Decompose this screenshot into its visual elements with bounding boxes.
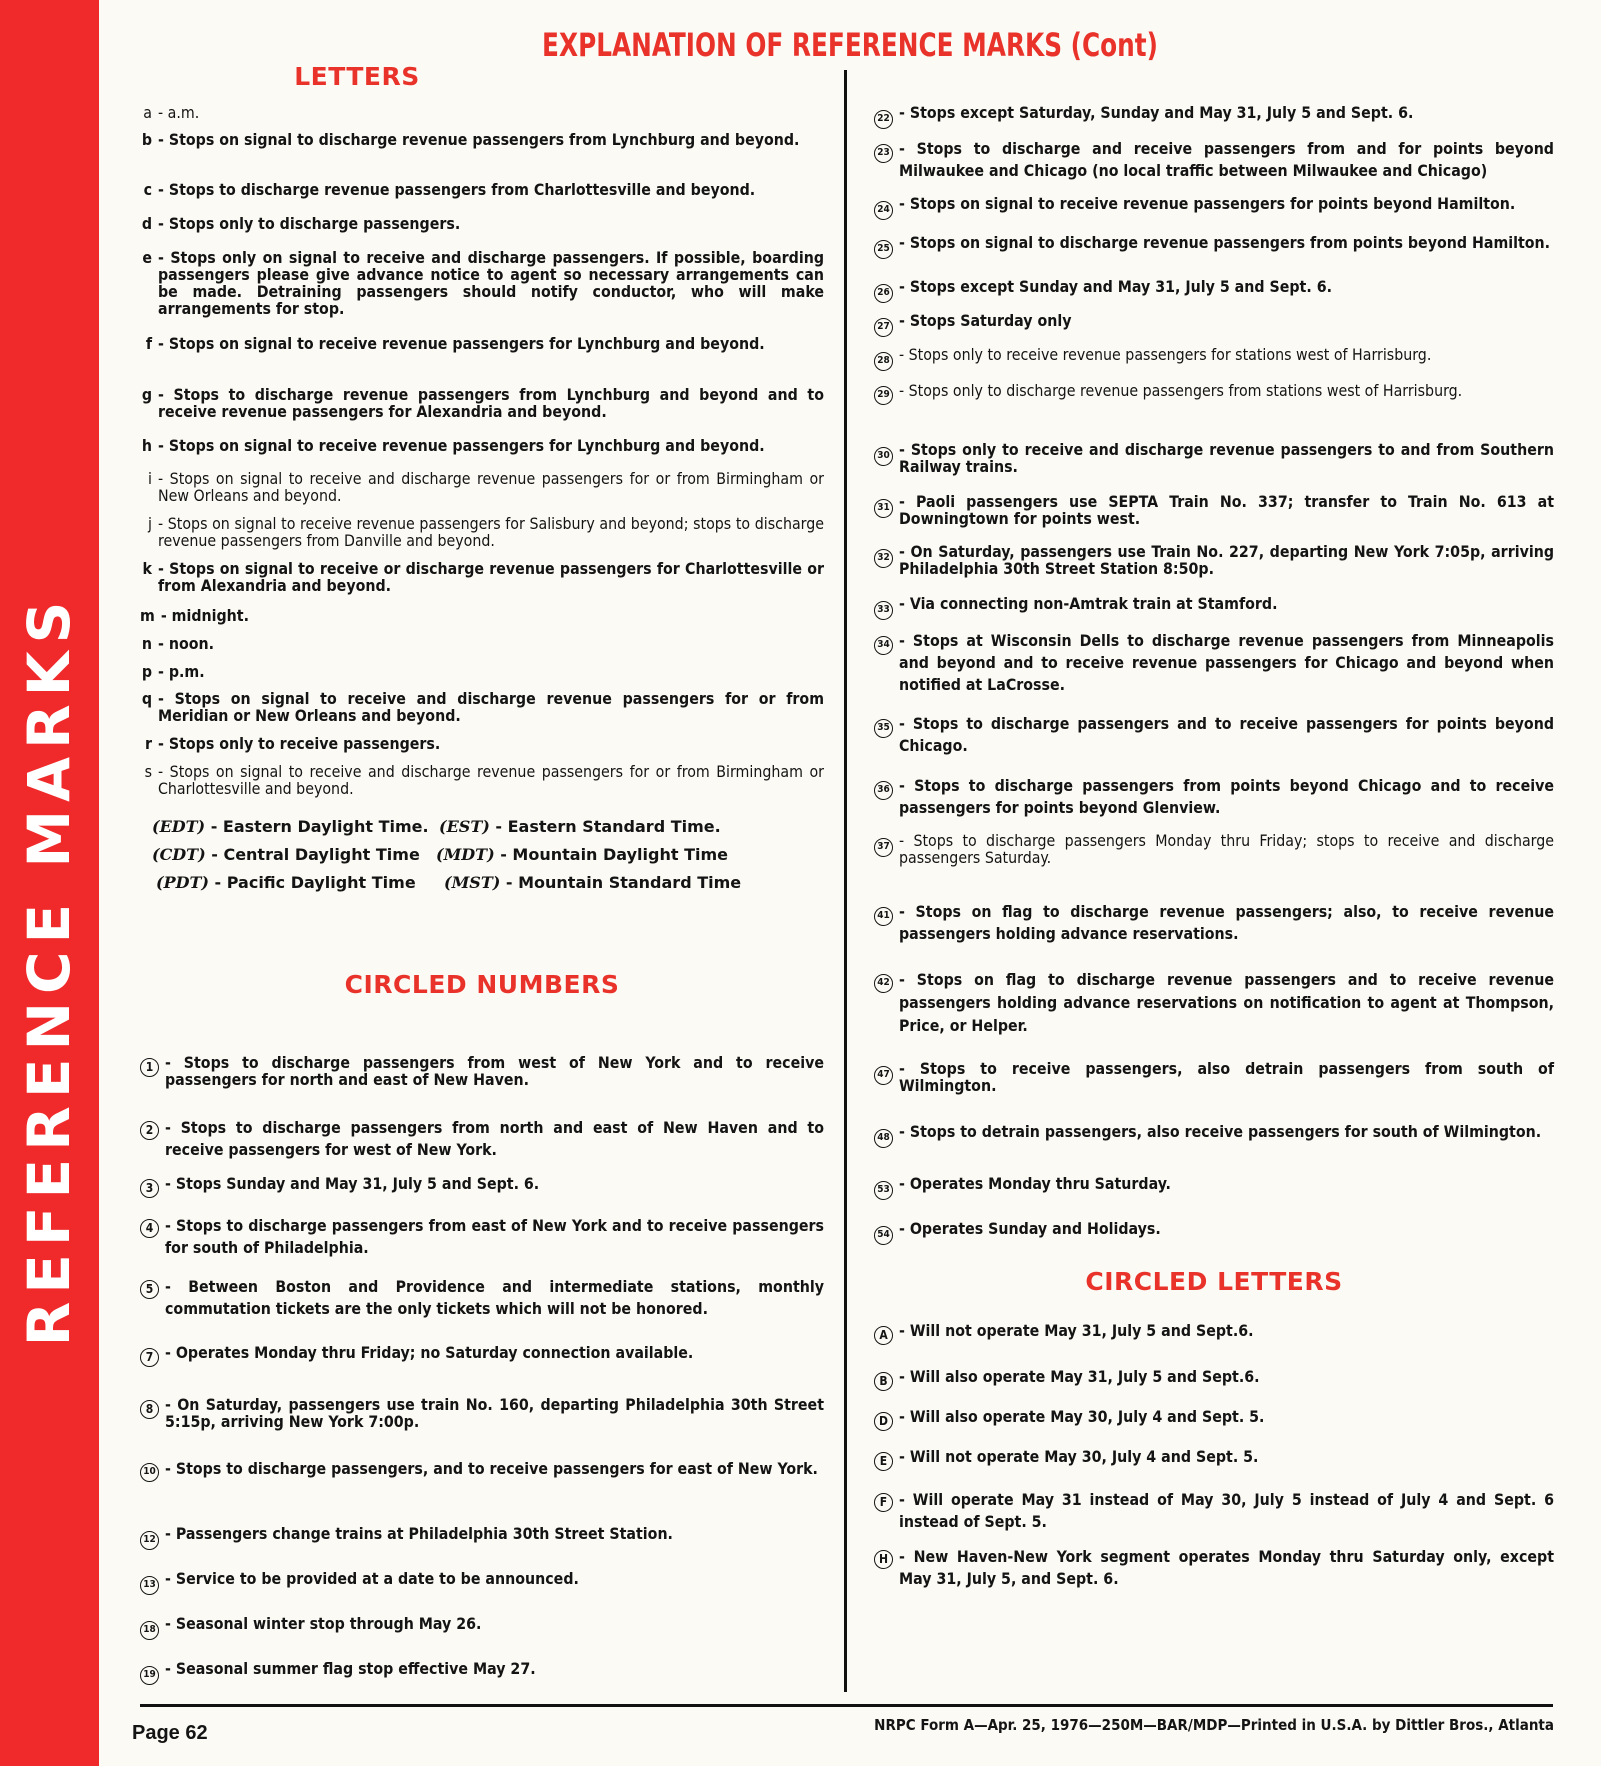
entry-mark [874, 543, 899, 568]
entry-mark [874, 1489, 899, 1512]
entry-text: - Between Boston and Providence and intermediate stations, monthly commutation tickets are the only tickets which will not be honored. [165, 1277, 824, 1318]
footer-rule [140, 1704, 1553, 1707]
circled-number-22: 22 [874, 110, 893, 129]
circled-letter-b: B [874, 1372, 893, 1391]
entry-text: - Stops except Saturday, Sunday and May 31, July 5 and Sept. 6. [899, 103, 1414, 122]
letter-entry-f [140, 335, 824, 352]
circled-number-entry-54 [874, 1220, 1554, 1245]
entry-text: - Seasonal winter stop through May 26. [165, 1614, 482, 1633]
column-divider [844, 70, 847, 1692]
circled-number-23: 23 [874, 144, 893, 163]
timezone-pdt: (PDT) - Pacific Daylight Time [156, 873, 416, 892]
entry-text: - noon. [158, 634, 215, 653]
circled-number-26: 26 [874, 284, 893, 303]
circled-number-entry-36 [874, 775, 1554, 819]
circled-number-entry-8 [140, 1396, 824, 1430]
entry-mark [140, 1276, 165, 1299]
entry-text: - Seasonal summer flag stop effective May 27. [165, 1659, 536, 1678]
entry-mark [874, 1220, 899, 1245]
entry-text: - Operates Sunday and Holidays. [899, 1219, 1161, 1238]
entry-mark: j [148, 514, 152, 533]
timezone-row [140, 845, 824, 867]
entry-mark [140, 1344, 165, 1367]
entry-text: - Stops to discharge passengers, and to receive passengers for east of New York. [165, 1459, 818, 1478]
entry-mark [140, 1525, 165, 1550]
circled-number-entry-32 [874, 543, 1554, 577]
circled-number-entry-28 [874, 346, 1554, 371]
entry-text: - Stops on signal to receive or discharge revenue passengers for Charlottesville or from Alexandria and beyond. [158, 559, 824, 595]
entry-text: - Stops only to receive revenue passengers for stations west of Harrisburg. [899, 345, 1432, 364]
circled-number-entry-7 [140, 1344, 824, 1367]
circled-number-entry-22 [874, 104, 1554, 129]
entry-text: - Stops except Sunday and May 31, July 5 and Sept. 6. [899, 277, 1332, 296]
entry-mark: e [142, 248, 152, 267]
entry-mark [874, 713, 899, 738]
circled-number-41: 41 [874, 907, 893, 926]
circled-number-entry-13 [140, 1570, 824, 1595]
entry-text: - Stops Sunday and May 31, July 5 and Sept. 6. [165, 1174, 540, 1193]
timezone-cdt: (CDT) - Central Daylight Time [152, 845, 420, 864]
circled-number-42: 42 [874, 974, 893, 993]
circled-number-19: 19 [140, 1666, 159, 1685]
letter-entry-q [140, 690, 824, 724]
circled-letter-entry-f [874, 1489, 1554, 1533]
circled-number-27: 27 [874, 318, 893, 337]
entry-mark [874, 1060, 899, 1085]
entry-mark [874, 1546, 899, 1569]
circled-number-entry-42 [874, 968, 1554, 1037]
entry-text: - Stops to discharge passengers from points beyond Chicago and to receive passengers for points beyond Glenview. [899, 776, 1554, 817]
entry-mark [874, 234, 899, 259]
entry-mark: i [148, 469, 152, 488]
entry-text: - Stops on flag to discharge revenue passengers and to receive revenue passengers holding advance reservations on notification to agent at Thompson, Price, or Helper. [899, 970, 1554, 1035]
entry-mark: c [143, 180, 152, 199]
circled-letter-entry-h [874, 1546, 1554, 1590]
entry-mark [874, 380, 899, 405]
circled-number-entry-34 [874, 630, 1554, 696]
circled-number-3: 3 [140, 1179, 159, 1198]
entry-mark [140, 1215, 165, 1238]
letter-entry-k [140, 560, 824, 594]
entry-text: - Stops Saturday only [899, 311, 1072, 330]
circled-number-8: 8 [140, 1400, 159, 1419]
letter-entry-h [140, 437, 824, 454]
entry-mark: b [141, 130, 152, 149]
entry-mark [140, 1615, 165, 1640]
entry-text: - Stops to discharge passengers from east of New York and to receive passengers for south of Philadelphia. [165, 1216, 824, 1257]
letter-entry-e [140, 249, 824, 317]
circled-number-entry-48 [874, 1123, 1554, 1148]
circled-number-5: 5 [140, 1280, 159, 1299]
circled-number-entry-27 [874, 312, 1554, 337]
circled-number-entry-31 [874, 493, 1554, 527]
letter-entry-j [140, 515, 824, 549]
entry-text: - Stops on signal to receive and discharge revenue passengers for or from Birmingham or Charlottesville and beyond. [158, 762, 824, 798]
entry-mark [874, 901, 899, 926]
circled-number-18: 18 [140, 1621, 159, 1640]
sidebar-label: REFERENCE MARKS [15, 593, 83, 1347]
circled-letter-f: F [874, 1493, 893, 1512]
circled-number-48: 48 [874, 1129, 893, 1148]
circled-number-10: 10 [140, 1463, 159, 1482]
page-number: Page 62 [132, 1722, 208, 1744]
letter-entry-a [140, 104, 824, 121]
circled-number-entry-35 [874, 713, 1554, 757]
circled-number-7: 7 [140, 1348, 159, 1367]
entry-text: - Stops at Wisconsin Dells to discharge revenue passengers from Minneapolis and beyond and to receive revenue passengers for Chicago and beyond when notified at LaCrosse. [899, 631, 1554, 694]
entry-mark [874, 968, 899, 993]
circled-letter-entry-d [874, 1408, 1554, 1431]
letters-heading: LETTERS [294, 62, 420, 91]
entry-mark: k [142, 559, 152, 578]
entry-mark [140, 1117, 165, 1140]
circled-letter-entry-a [874, 1322, 1554, 1345]
entry-text: - Stops on signal to receive revenue passengers for Lynchburg and beyond. [158, 436, 765, 455]
entry-text: - Stops to discharge passengers and to receive passengers for points beyond Chicago. [899, 714, 1554, 755]
circled-number-1: 1 [140, 1058, 159, 1077]
entry-mark [140, 1175, 165, 1198]
circled-number-entry-10 [140, 1457, 824, 1482]
page-title: EXPLANATION OF REFERENCE MARKS (Cont) [542, 26, 1158, 64]
circled-letter-entry-e [874, 1448, 1554, 1471]
timezone-est: (EST) - Eastern Standard Time. [439, 817, 721, 836]
circled-number-35: 35 [874, 719, 893, 738]
circled-letter-e: E [874, 1452, 893, 1471]
entry-text: - Stops only on signal to receive and discharge passengers. If possible, boarding passengers please give advance notice to agent so necessary arrangements can be made. Detraining passengers should notify conductor, who will make arrangements for stop. [158, 248, 824, 318]
entry-text: - Stops on flag to discharge revenue passengers; also, to receive revenue passengers holding advance reservations. [899, 902, 1554, 943]
entry-mark [874, 775, 899, 800]
circled-letter-a: A [874, 1326, 893, 1345]
entry-text: - Service to be provided at a date to be announced. [165, 1569, 579, 1588]
circled-number-entry-18 [140, 1615, 824, 1640]
circled-number-12: 12 [140, 1531, 159, 1550]
circled-number-entry-2 [140, 1117, 824, 1161]
entry-text: - Stops on signal to receive revenue passengers for Salisbury and beyond; stops to discharge revenue passengers from Danville and beyond. [158, 514, 824, 550]
circled-number-31: 31 [874, 499, 893, 518]
entry-mark [874, 1175, 899, 1200]
circled-number-entry-30 [874, 441, 1554, 475]
circled-number-entry-12 [140, 1525, 824, 1550]
reference-marks-sidebar [0, 0, 99, 1766]
letter-entry-s [140, 763, 824, 797]
entry-text: - Will not operate May 31, July 5 and Sept.6. [899, 1321, 1254, 1340]
entry-text: - Stops to discharge passengers Monday thru Friday; stops to receive and discharge passengers Saturday. [899, 831, 1554, 867]
circled-number-entry-53 [874, 1175, 1554, 1200]
entry-text: - midnight. [160, 606, 249, 625]
entry-mark: d [141, 214, 152, 233]
circled-number-54: 54 [874, 1226, 893, 1245]
form-imprint: NRPC Form A—Apr. 25, 1976—250M—BAR/MDP—Printed in U.S.A. by Dittler Bros., Atlanta [874, 1716, 1554, 1734]
entry-mark: f [145, 334, 152, 353]
circled-number-entry-26 [874, 278, 1554, 303]
circled-number-entry-33 [874, 595, 1554, 620]
entry-mark [874, 441, 899, 466]
letter-entry-b [140, 131, 824, 148]
entry-mark [874, 1408, 899, 1431]
circled-number-entry-41 [874, 901, 1554, 945]
entry-mark [874, 346, 899, 371]
circled-number-entry-23 [874, 138, 1554, 182]
entry-text: - Will also operate May 31, July 5 and Sept.6. [899, 1367, 1260, 1386]
letter-entry-m [140, 607, 824, 624]
entry-mark [874, 1448, 899, 1471]
letter-entry-n [140, 635, 824, 652]
entry-text: - Stops on signal to receive revenue passengers for Lynchburg and beyond. [158, 334, 765, 353]
entry-mark [874, 278, 899, 303]
entry-text: - Stops to discharge revenue passengers from Lynchburg and beyond and to receive revenue passengers for Alexandria and beyond. [158, 385, 824, 421]
circled-number-24: 24 [874, 201, 893, 220]
circled-number-entry-5 [140, 1276, 824, 1320]
entry-text: - Stops only to receive and discharge revenue passengers to and from Southern Railway trains. [899, 440, 1554, 476]
circled-number-entry-47 [874, 1060, 1554, 1094]
entry-text: - Will also operate May 30, July 4 and Sept. 5. [899, 1407, 1265, 1426]
entry-text: - New Haven-New York segment operates Monday thru Saturday only, except May 31, July 5, and Sept. 6. [899, 1547, 1554, 1588]
entry-text: - p.m. [158, 662, 205, 681]
entry-text: - a.m. [158, 103, 200, 122]
circled-number-30: 30 [874, 447, 893, 466]
letter-entry-d [140, 215, 824, 232]
entry-mark [140, 1570, 165, 1595]
entry-mark [874, 138, 899, 163]
entry-text: - Operates Monday thru Saturday. [899, 1174, 1171, 1193]
entry-mark [874, 195, 899, 220]
circled-number-entry-4 [140, 1215, 824, 1259]
entry-text: - On Saturday, passengers use train No. 160, departing Philadelphia 30th Street 5:15p, arriving New York 7:00p. [165, 1395, 824, 1431]
entry-mark [140, 1396, 165, 1419]
circled-number-entry-24 [874, 195, 1554, 220]
entry-text: - Will operate May 31 instead of May 30, July 5 instead of July 4 and Sept. 6 instead of Sept. 5. [899, 1490, 1554, 1531]
circled-letter-entry-b [874, 1368, 1554, 1391]
entry-text: - Stops on signal to discharge revenue passengers from points beyond Hamilton. [899, 233, 1551, 252]
entry-mark [874, 1322, 899, 1345]
entry-text: - Paoli passengers use SEPTA Train No. 337; transfer to Train No. 613 at Downingtown for points west. [899, 492, 1554, 528]
circled-number-entry-29 [874, 380, 1554, 405]
entry-mark: h [141, 436, 152, 455]
entry-mark [140, 1054, 165, 1077]
entry-text: - Stops on signal to receive and discharge revenue passengers for or from Meridian or New Orleans and beyond. [158, 689, 824, 725]
entry-mark: a [143, 103, 152, 122]
circled-number-36: 36 [874, 781, 893, 800]
circled-number-entry-1 [140, 1054, 824, 1088]
timezone-mdt: (MDT) - Mountain Daylight Time [436, 845, 728, 864]
circled-number-29: 29 [874, 386, 893, 405]
entry-text: - Stops only to receive passengers. [158, 734, 441, 753]
letter-entry-p [140, 663, 824, 680]
entry-text: - Stops to receive passengers, also detrain passengers from south of Wilmington. [899, 1059, 1554, 1095]
entry-text: - Stops on signal to discharge revenue passengers from Lynchburg and beyond. [158, 130, 800, 149]
entry-mark: s [144, 762, 152, 781]
circled-number-entry-37 [874, 832, 1554, 866]
entry-text: - Operates Monday thru Friday; no Saturday connection available. [165, 1343, 694, 1362]
entry-mark [874, 832, 899, 857]
entry-mark [874, 630, 899, 655]
entry-mark [140, 1660, 165, 1685]
entry-text: - Stops to discharge and receive passengers from and for points beyond Milwaukee and Chicago (no local traffic between Milwaukee and Chicago) [899, 139, 1554, 180]
circled-number-25: 25 [874, 240, 893, 259]
entry-mark: g [141, 385, 152, 404]
entry-mark [874, 1123, 899, 1148]
entry-text: - On Saturday, passengers use Train No. 227, departing New York 7:05p, arriving Philadelphia 30th Street Station 8:50p. [899, 542, 1554, 578]
circled-number-entry-25 [874, 234, 1554, 259]
entry-text: - Stops on signal to receive and discharge revenue passengers for or from Birmingham or New Orleans and beyond. [158, 469, 824, 505]
circled-letter-h: H [874, 1550, 893, 1569]
entry-mark: n [141, 634, 152, 653]
entry-mark [874, 595, 899, 620]
circled-number-34: 34 [874, 636, 893, 655]
entry-mark: r [144, 734, 152, 753]
timezone-mst: (MST) - Mountain Standard Time [444, 873, 742, 892]
entry-text: - Stops on signal to receive revenue passengers for points beyond Hamilton. [899, 194, 1516, 213]
entry-mark: p [141, 662, 152, 681]
entry-mark: m [140, 606, 155, 625]
circled-number-28: 28 [874, 352, 893, 371]
entry-mark [140, 1457, 165, 1482]
circled-number-47: 47 [874, 1066, 893, 1085]
letter-entry-r [140, 735, 824, 752]
circled-number-32: 32 [874, 549, 893, 568]
entry-text: - Stops only to discharge passengers. [158, 214, 461, 233]
timezone-row [140, 873, 824, 895]
circled-number-4: 4 [140, 1219, 159, 1238]
entry-text: - Stops to discharge passengers from north and east of New Haven and to receive passengers for west of New York. [165, 1118, 824, 1159]
letter-entry-i [140, 470, 824, 504]
entry-mark [874, 493, 899, 518]
entry-text: - Will not operate May 30, July 4 and Sept. 5. [899, 1447, 1259, 1466]
entry-text: - Passengers change trains at Philadelphia 30th Street Station. [165, 1524, 673, 1543]
circled-number-37: 37 [874, 838, 893, 857]
entry-text: - Stops to discharge passengers from west of New York and to receive passengers for north and east of New Haven. [165, 1053, 824, 1089]
letter-entry-c [140, 181, 824, 198]
circled-numbers-heading: CIRCLED NUMBERS [344, 970, 620, 999]
circled-letter-d: D [874, 1412, 893, 1431]
timezone-row [140, 817, 824, 839]
entry-mark [874, 1368, 899, 1391]
circled-letters-heading: CIRCLED LETTERS [1085, 1267, 1343, 1296]
entry-text: - Stops to discharge revenue passengers from Charlottesville and beyond. [158, 180, 756, 199]
letter-entry-g [140, 386, 824, 420]
entry-text: - Via connecting non-Amtrak train at Stamford. [899, 594, 1278, 613]
entry-mark: q [141, 689, 152, 708]
circled-number-2: 2 [140, 1121, 159, 1140]
circled-number-entry-3 [140, 1175, 824, 1198]
entry-text: - Stops to detrain passengers, also receive passengers for south of Wilmington. [899, 1122, 1542, 1141]
circled-number-13: 13 [140, 1576, 159, 1595]
entry-mark [874, 312, 899, 337]
circled-number-entry-19 [140, 1660, 824, 1685]
entry-mark [874, 104, 899, 129]
circled-number-53: 53 [874, 1181, 893, 1200]
circled-number-33: 33 [874, 601, 893, 620]
entry-text: - Stops only to discharge revenue passengers from stations west of Harrisburg. [899, 381, 1463, 400]
timezone-edt: (EDT) - Eastern Daylight Time. [152, 817, 429, 836]
